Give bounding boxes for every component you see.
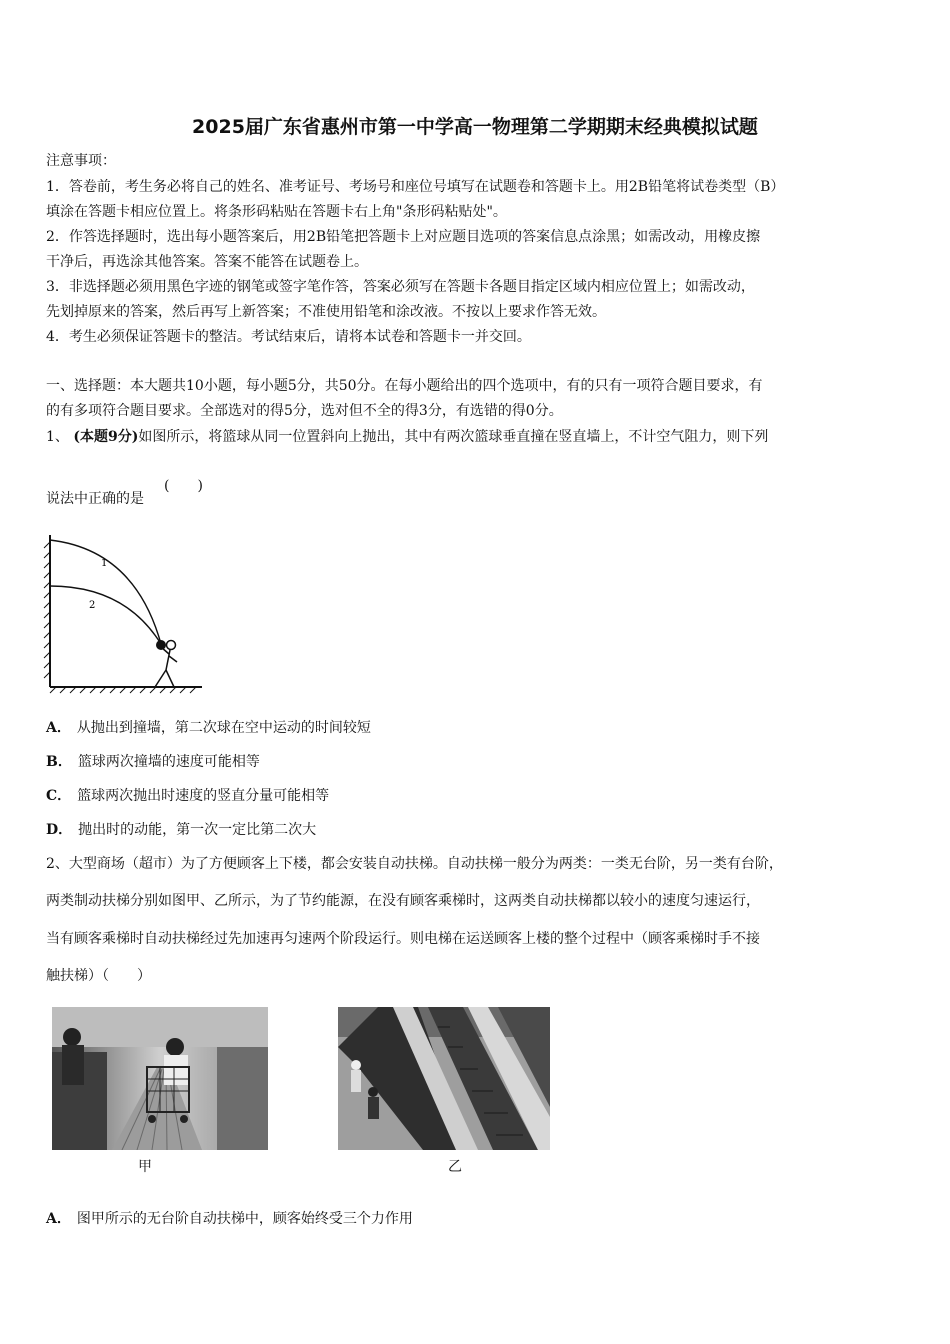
notice-line: 4．考生必须保证答题卡的整洁。考试结束后，请将本试卷和答题卡一并交回。 — [46, 329, 531, 345]
q2-stem: 2、大型商场（超市）为了方便顾客上下楼，都会安装自动扶梯。自动扶梯一般分为两类：一类无台阶，另一类有台阶， — [46, 856, 783, 872]
photo-caption-yi: 乙 — [448, 1159, 462, 1175]
q1-option-a[interactable] — [46, 718, 371, 738]
escalator-photo-yi — [338, 1007, 550, 1150]
option-letter: A． — [46, 720, 71, 736]
option-text: 图甲所示的无台阶自动扶梯中，顾客始终受三个力作用 — [76, 1211, 413, 1227]
option-text: 篮球两次抛出时速度的竖直分量可能相等 — [77, 788, 330, 804]
escalator-photo-jia — [52, 1007, 268, 1150]
trajectory-label-2: 2 — [89, 600, 96, 611]
option-text: 从抛出到撞墙，第二次球在空中运动的时间较短 — [76, 720, 371, 736]
trajectory-2 — [50, 586, 161, 644]
basketball — [156, 640, 166, 650]
q1-option-d[interactable] — [46, 820, 316, 840]
notice-line: 填涂在答题卡相应位置上。将条形码粘贴在答题卡右上角"条形码粘贴处"。 — [46, 204, 507, 220]
notice-line: 1．答卷前，考生务必将自己的姓名、准考证号、考场号和座位号填写在试题卷和答题卡上。用2B铅笔将试卷类型（B） — [46, 179, 785, 195]
photo-caption-jia: 甲 — [138, 1159, 152, 1175]
q2-stem: 两类制动扶梯分别如图甲、乙所示，为了节约能源，在没有顾客乘梯时，这两类自动扶梯都以较小的速度匀速运行， — [46, 893, 760, 909]
q2-stem: 触扶梯）（ ） — [46, 968, 151, 984]
q1-tag: (本题9分) — [73, 429, 139, 445]
q1-number: 1、 — [46, 429, 69, 445]
section-intro: 一、选择题：本大题共10小题，每小题5分，共50分。在每小题给出的四个选项中，有的只有一项符合题目要求，有 — [46, 378, 763, 394]
option-letter: A． — [46, 1211, 71, 1227]
notice-line: 3．非选择题必须用黑色字迹的钢笔或签字笔作答，答案必须写在答题卡各题目指定区域内相应位置上；如需改动， — [46, 279, 755, 295]
option-letter: D． — [46, 822, 73, 838]
q1-option-c[interactable] — [46, 786, 329, 806]
notice-line: 先划掉原来的答案，然后再写上新答案；不准使用铅笔和涂改液。不按以上要求作答无效。 — [46, 304, 606, 320]
q1-option-b[interactable] — [46, 752, 260, 772]
notice-line: 干净后，再选涂其他答案。答案不能答在试题卷上。 — [46, 254, 368, 270]
option-letter: C． — [46, 788, 72, 804]
q1-stem-2: 说法中正确的是 — [46, 491, 144, 507]
q1-stem — [46, 427, 768, 447]
option-letter: B． — [46, 754, 72, 770]
trajectory-1 — [50, 540, 161, 644]
option-text: 篮球两次撞墙的速度可能相等 — [77, 754, 260, 770]
q1-stem-text: 如图所示，将篮球从同一位置斜向上抛出，其中有两次篮球垂直撞在竖直墙上，不计空气阻力，则下列 — [138, 429, 769, 445]
notice-line: 2．作答选择题时，选出每小题答案后，用2B铅笔把答题卡上对应题目选项的答案信息点涂黑；如需改动，用橡皮擦 — [46, 229, 761, 245]
q1-basketball-figure — [40, 530, 210, 695]
q2-stem: 当有顾客乘梯时自动扶梯经过先加速再匀速两个阶段运行。则电梯在运送顾客上楼的整个过程中（顾客乘梯时手不接 — [46, 931, 760, 947]
q2-option-a[interactable] — [46, 1209, 413, 1229]
q1-answer-paren: ( ) — [164, 478, 203, 494]
page-title: 2025届广东省惠州市第一中学高一物理第二学期期末经典模拟试题 — [192, 116, 758, 138]
trajectory-label-1: 1 — [101, 558, 108, 569]
notice-heading: 注意事项： — [46, 153, 116, 169]
section-intro: 的有多项符合题目要求。全部选对的得5分，选对但不全的得3分，有选错的得0分。 — [46, 403, 563, 419]
option-text: 抛出时的动能，第一次一定比第二次大 — [78, 822, 317, 838]
